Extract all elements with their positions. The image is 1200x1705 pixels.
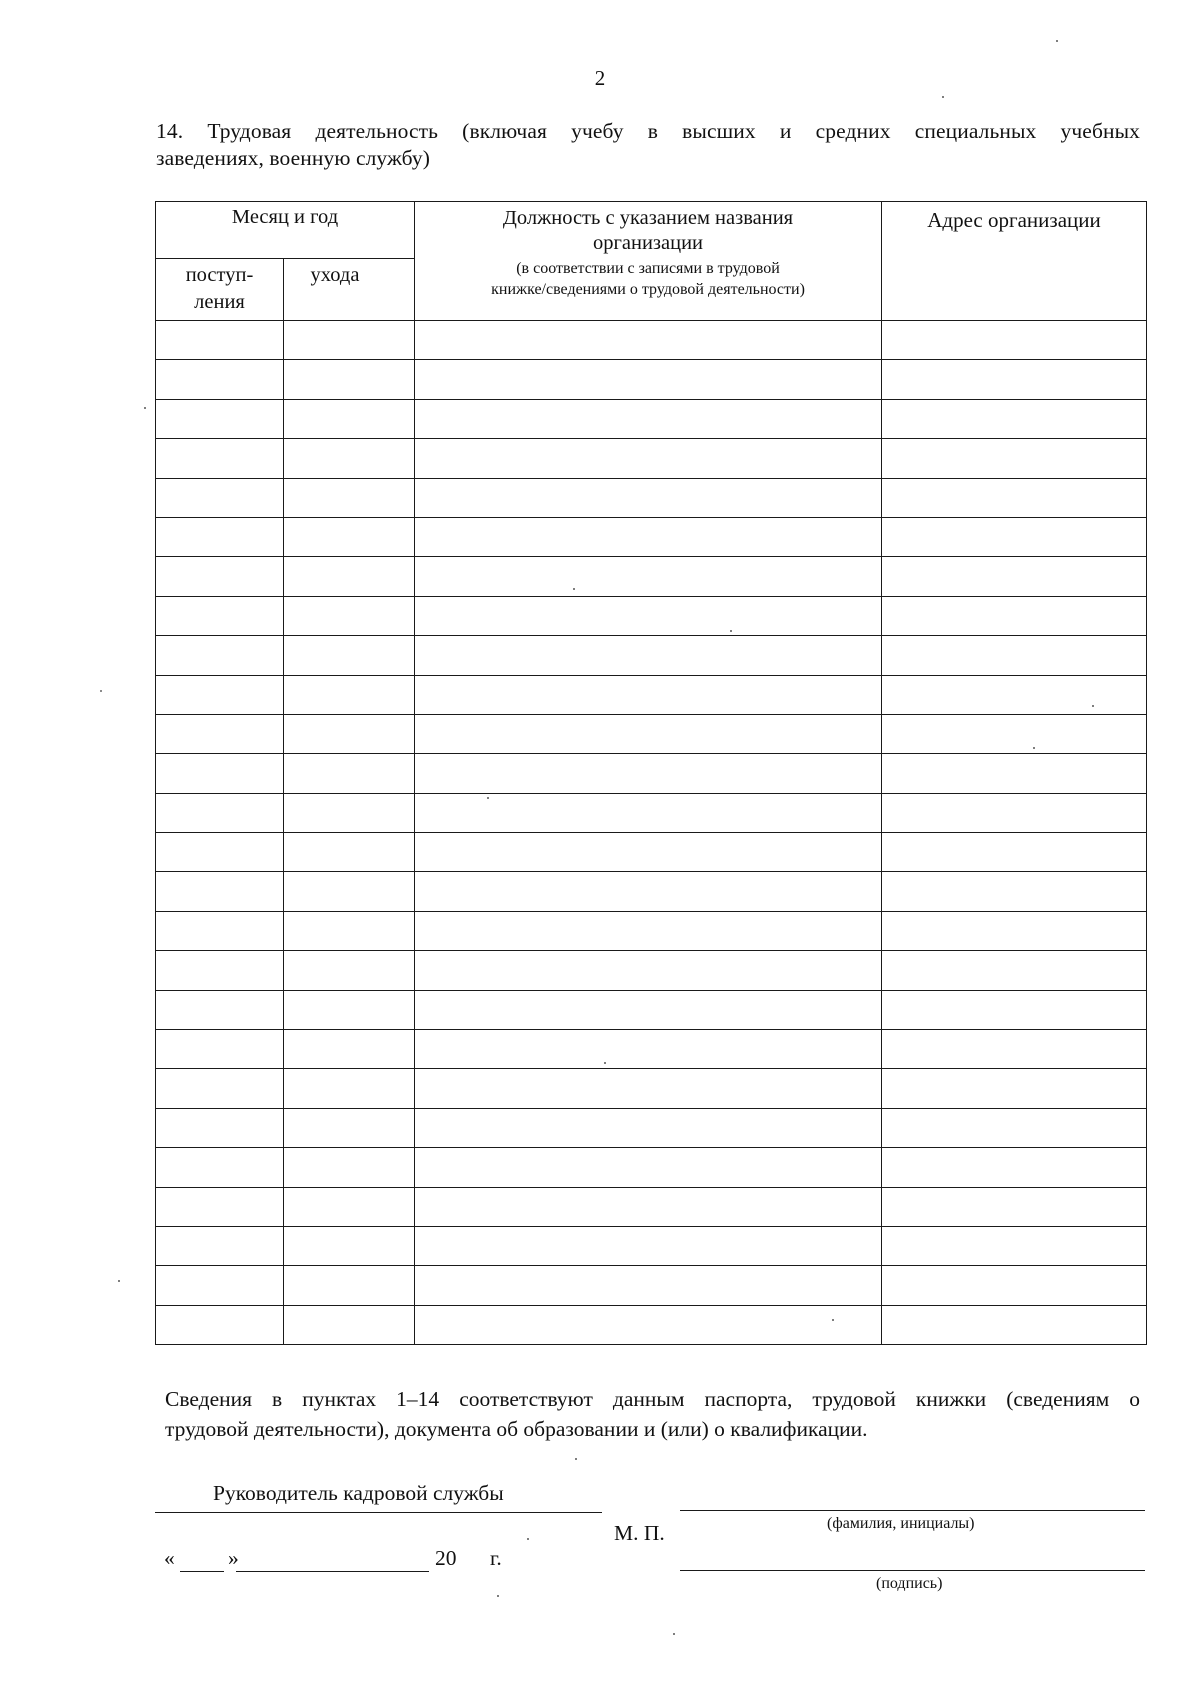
cell-address[interactable] (882, 872, 1147, 911)
table-row (156, 1030, 1147, 1069)
cell-start-date[interactable] (156, 990, 284, 1029)
cell-position[interactable] (415, 399, 882, 438)
cell-position[interactable] (415, 517, 882, 556)
section-title-line-2: заведениях, военную службу) (156, 146, 431, 170)
cell-address[interactable] (882, 1266, 1147, 1305)
cell-start-date[interactable] (156, 399, 284, 438)
cell-address[interactable] (882, 399, 1147, 438)
cell-end-date[interactable] (284, 793, 415, 832)
cell-start-date[interactable] (156, 1266, 284, 1305)
section-title (156, 118, 1140, 172)
table-row (156, 833, 1147, 872)
cell-end-date[interactable] (284, 1305, 415, 1344)
section-title-line-1: 14. Трудовая деятельность (включая учебу в высших и средних специальных учебных (156, 119, 1140, 143)
table-row (156, 1148, 1147, 1187)
cell-end-date[interactable] (284, 872, 415, 911)
cell-end-date[interactable] (284, 596, 415, 635)
cell-start-date[interactable] (156, 754, 284, 793)
cell-position[interactable] (415, 714, 882, 753)
table-row (156, 478, 1147, 517)
cell-start-date[interactable] (156, 1226, 284, 1265)
table-row (156, 321, 1147, 360)
cell-position[interactable] (415, 1266, 882, 1305)
table-row (156, 675, 1147, 714)
cell-start-date[interactable] (156, 675, 284, 714)
cell-address[interactable] (882, 1305, 1147, 1344)
scan-speck (832, 1319, 834, 1321)
scan-speck (573, 588, 575, 590)
cell-position[interactable] (415, 754, 882, 793)
cell-start-date[interactable] (156, 478, 284, 517)
cell-address[interactable] (882, 675, 1147, 714)
cell-position[interactable] (415, 1187, 882, 1226)
scan-speck (144, 407, 146, 409)
cell-address[interactable] (882, 1108, 1147, 1147)
cell-end-date[interactable] (284, 990, 415, 1029)
cell-position[interactable] (415, 557, 882, 596)
cell-start-date[interactable] (156, 833, 284, 872)
cell-end-date[interactable] (284, 1148, 415, 1187)
scan-speck (942, 96, 944, 98)
table-row (156, 990, 1147, 1029)
cell-address[interactable] (882, 1226, 1147, 1265)
scan-speck (1092, 705, 1094, 707)
table-row (156, 557, 1147, 596)
scan-speck (575, 1458, 577, 1460)
header-position-line-2: организации (592, 232, 704, 254)
cell-start-date[interactable] (156, 517, 284, 556)
date-open-quote: « (164, 1546, 175, 1570)
cell-start-date[interactable] (156, 636, 284, 675)
header-position-line-1: Должность с указанием названия (502, 207, 794, 229)
cell-position[interactable] (415, 951, 882, 990)
cell-end-date[interactable] (284, 1266, 415, 1305)
cell-end-date[interactable] (284, 557, 415, 596)
cell-address[interactable] (882, 517, 1147, 556)
scan-speck (118, 1280, 120, 1282)
cell-start-date[interactable] (156, 1305, 284, 1344)
certification-line-1: Сведения в пунктах 1–14 соответствуют данным паспорта, трудовой книжки (сведениям о (165, 1387, 1140, 1411)
table-row (156, 754, 1147, 793)
cell-start-date[interactable] (156, 1187, 284, 1226)
cell-address[interactable] (882, 1187, 1147, 1226)
certification-line-2: трудовой деятельности), документа об образовании и (или) о квалификации. (165, 1417, 868, 1441)
cell-end-date[interactable] (284, 636, 415, 675)
cell-end-date[interactable] (284, 1030, 415, 1069)
cell-position[interactable] (415, 1069, 882, 1108)
cell-address[interactable] (882, 636, 1147, 675)
table-row (156, 872, 1147, 911)
cell-address[interactable] (882, 793, 1147, 832)
cell-position[interactable] (415, 1148, 882, 1187)
cell-start-date[interactable] (156, 1069, 284, 1108)
table-row (156, 793, 1147, 832)
header-position (415, 202, 882, 321)
cell-start-date[interactable] (156, 872, 284, 911)
cell-position[interactable] (415, 1030, 882, 1069)
certification-statement (165, 1384, 1140, 1444)
table-row (156, 1266, 1147, 1305)
cell-address[interactable] (882, 1069, 1147, 1108)
scan-speck (673, 1633, 675, 1635)
cell-position[interactable] (415, 793, 882, 832)
name-caption: (фамилия, инициалы) (827, 1515, 975, 1532)
cell-start-date[interactable] (156, 1030, 284, 1069)
cell-start-date[interactable] (156, 439, 284, 478)
cell-end-date[interactable] (284, 911, 415, 950)
cell-position[interactable] (415, 360, 882, 399)
header-start-line-1: поступ- (185, 264, 254, 286)
table-body (156, 321, 1147, 1345)
header-address: Адрес организации (882, 202, 1147, 321)
cell-end-date[interactable] (284, 399, 415, 438)
cell-position[interactable] (415, 478, 882, 517)
scan-speck (1056, 40, 1058, 42)
cell-position[interactable] (415, 1108, 882, 1147)
cell-address[interactable] (882, 833, 1147, 872)
cell-start-date[interactable] (156, 360, 284, 399)
cell-position[interactable] (415, 1226, 882, 1265)
cell-position[interactable] (415, 321, 882, 360)
cell-address[interactable] (882, 321, 1147, 360)
cell-end-date[interactable] (284, 478, 415, 517)
scan-speck (527, 1538, 529, 1540)
cell-address[interactable] (882, 478, 1147, 517)
table-row (156, 714, 1147, 753)
cell-start-date[interactable] (156, 793, 284, 832)
page-number: 2 (594, 66, 606, 90)
date-month-field[interactable] (236, 1571, 429, 1572)
header-position-note (415, 258, 881, 300)
stamp-label: М. П. (614, 1521, 665, 1545)
cell-start-date[interactable] (156, 714, 284, 753)
cell-address[interactable] (882, 990, 1147, 1029)
header-position-note-line-2: книжке/сведениями о трудовой деятельности) (491, 281, 805, 298)
table-row (156, 1226, 1147, 1265)
header-month-year: Месяц и год (156, 202, 415, 259)
table-row (156, 596, 1147, 635)
date-year-suffix: г. (490, 1546, 502, 1570)
header-start (156, 259, 284, 321)
date-day-field[interactable] (180, 1571, 224, 1572)
table-row (156, 1305, 1147, 1344)
header-position-note-line-1: (в соответствии с записями в трудовой (516, 260, 780, 277)
table-row (156, 399, 1147, 438)
cell-address[interactable] (882, 754, 1147, 793)
table-row (156, 1069, 1147, 1108)
table-row (156, 1108, 1147, 1147)
cell-start-date[interactable] (156, 321, 284, 360)
cell-position[interactable] (415, 675, 882, 714)
employment-history-table (155, 201, 1147, 1345)
cell-address[interactable] (882, 1148, 1147, 1187)
cell-end-date[interactable] (284, 951, 415, 990)
cell-end-date[interactable] (284, 321, 415, 360)
cell-end-date[interactable] (284, 1187, 415, 1226)
cell-position[interactable] (415, 990, 882, 1029)
cell-end-date[interactable] (284, 1108, 415, 1147)
hr-head-underline[interactable] (155, 1512, 602, 1513)
scan-speck (497, 1595, 499, 1597)
table-row (156, 360, 1147, 399)
cell-position[interactable] (415, 833, 882, 872)
cell-address[interactable] (882, 951, 1147, 990)
name-field-line[interactable] (680, 1510, 1145, 1511)
cell-address[interactable] (882, 1030, 1147, 1069)
cell-end-date[interactable] (284, 754, 415, 793)
cell-position[interactable] (415, 1305, 882, 1344)
hr-head-label: Руководитель кадровой службы (213, 1481, 504, 1505)
cell-end-date[interactable] (284, 714, 415, 753)
cell-end-date[interactable] (284, 1069, 415, 1108)
cell-end-date[interactable] (284, 675, 415, 714)
cell-address[interactable] (882, 911, 1147, 950)
cell-start-date[interactable] (156, 557, 284, 596)
scan-speck (100, 690, 102, 692)
cell-position[interactable] (415, 636, 882, 675)
cell-address[interactable] (882, 714, 1147, 753)
cell-start-date[interactable] (156, 596, 284, 635)
cell-end-date[interactable] (284, 360, 415, 399)
scan-speck (730, 630, 732, 632)
cell-position[interactable] (415, 911, 882, 950)
cell-address[interactable] (882, 360, 1147, 399)
cell-end-date[interactable] (284, 517, 415, 556)
table-row (156, 911, 1147, 950)
cell-address[interactable] (882, 596, 1147, 635)
signature-caption: (подпись) (876, 1575, 943, 1592)
cell-start-date[interactable] (156, 1108, 284, 1147)
signature-field-line[interactable] (680, 1570, 1145, 1571)
scan-speck (1033, 747, 1035, 749)
cell-position[interactable] (415, 596, 882, 635)
cell-position[interactable] (415, 439, 882, 478)
scan-speck (487, 797, 489, 799)
cell-end-date[interactable] (284, 833, 415, 872)
cell-end-date[interactable] (284, 439, 415, 478)
cell-position[interactable] (415, 872, 882, 911)
cell-start-date[interactable] (156, 951, 284, 990)
table-row (156, 439, 1147, 478)
cell-end-date[interactable] (284, 1226, 415, 1265)
cell-start-date[interactable] (156, 911, 284, 950)
cell-address[interactable] (882, 439, 1147, 478)
table-row (156, 1187, 1147, 1226)
table-row (156, 636, 1147, 675)
date-close-quote: » (228, 1546, 239, 1570)
header-start-line-2: ления (194, 291, 245, 313)
date-year-prefix: 20 (435, 1546, 457, 1570)
cell-address[interactable] (882, 557, 1147, 596)
cell-start-date[interactable] (156, 1148, 284, 1187)
scan-speck (604, 1062, 606, 1064)
header-end: ухода (284, 259, 415, 321)
table-row (156, 951, 1147, 990)
table-row (156, 517, 1147, 556)
